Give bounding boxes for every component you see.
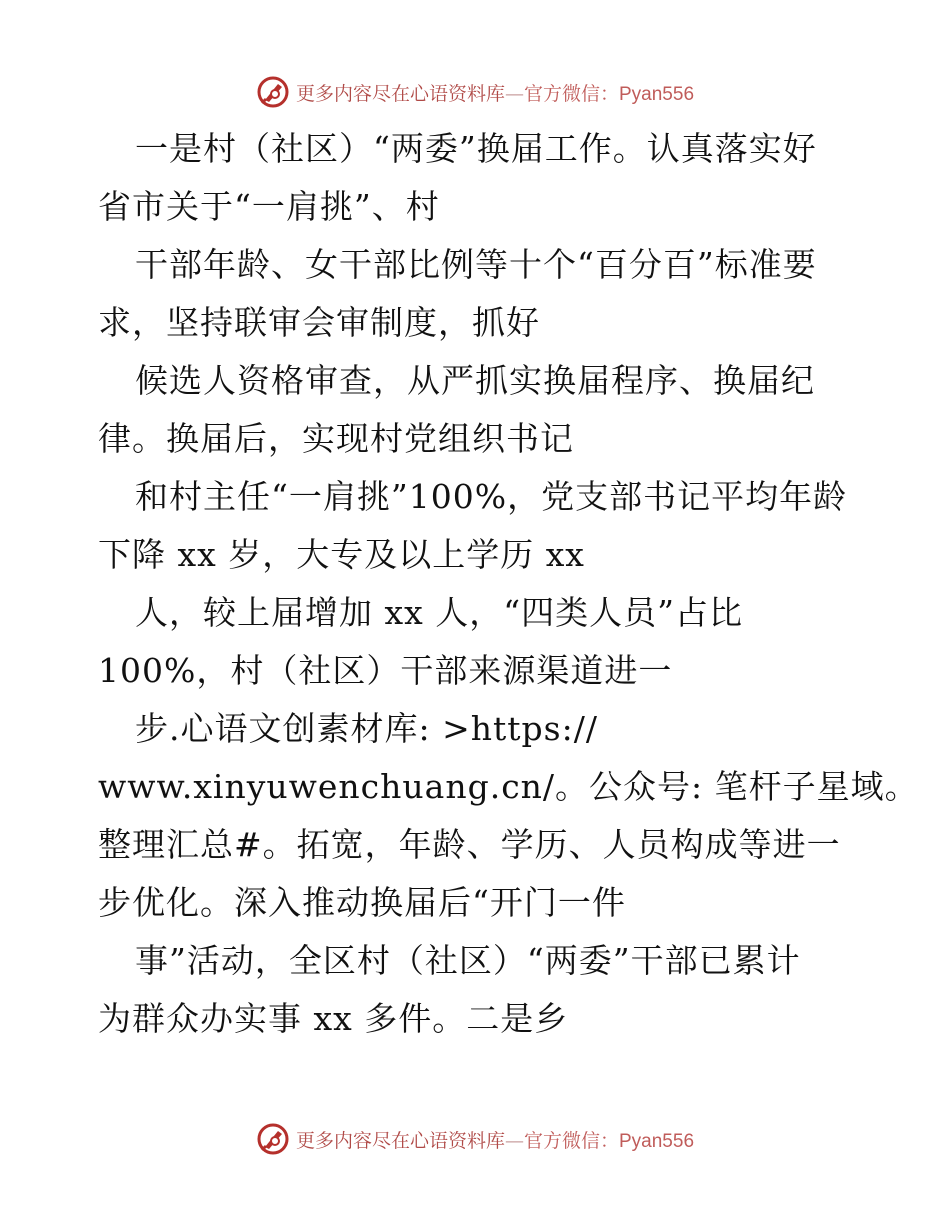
body-line: 求，坚持联审会审制度，抓好 — [98, 303, 540, 342]
footer-banner-text — [296, 1126, 694, 1153]
body-line: 下降 xx 岁，大专及以上学历 xx — [98, 535, 585, 574]
footer-banner-inner — [256, 1122, 694, 1156]
body-line: 一是村（社区）“两委”换届工作。认真落实好 — [135, 129, 817, 168]
body-line: www.xinyuwenchuang.cn/。公众号: 笔杆子星域。 — [98, 767, 919, 806]
body-line: 候选人资格审查，从严抓实换届程序、换届纪 — [135, 361, 815, 400]
body-line: 步.心语文创素材库: >https:// — [135, 709, 598, 748]
header-banner-inner — [256, 75, 694, 109]
pen-logo-icon — [256, 75, 290, 109]
header-banner-dash: — — [505, 82, 524, 105]
header-banner-title: 更多内容尽在心语资料库 — [295, 82, 505, 105]
body-line: 律。换届后，实现村党组织书记 — [98, 419, 574, 458]
body-line: 人，较上届增加 xx 人，“四类人员”占比 — [135, 593, 743, 632]
body-line: 事”活动，全区村（社区）“两委”干部已累计 — [135, 941, 801, 980]
header-wechat-text: 官方微信：Pyan556 — [524, 83, 695, 105]
body-line: 步优化。深入推动换届后“开门一件 — [98, 883, 626, 922]
body-line: 整理汇总#。拓宽，年龄、学历、人员构成等进一 — [98, 825, 841, 864]
footer-banner — [0, 1119, 950, 1159]
body-line: 为群众办实事 xx 多件。二是乡 — [98, 999, 569, 1038]
body-line: 干部年龄、女干部比例等十个“百分百”标准要 — [135, 245, 817, 284]
body-line: 省市关于“一肩挑”、村 — [98, 187, 440, 226]
footer-banner-dash: — — [505, 1129, 524, 1152]
document-body — [98, 120, 919, 1048]
footer-wechat-text: 官方微信：Pyan556 — [524, 1130, 695, 1152]
header-banner-text — [296, 79, 694, 106]
body-line: 和村主任“一肩挑”100%，党支部书记平均年龄 — [135, 477, 848, 516]
footer-banner-title: 更多内容尽在心语资料库 — [295, 1129, 505, 1152]
body-line: 100%，村（社区）干部来源渠道进一 — [98, 651, 673, 690]
pen-logo-icon — [256, 1122, 290, 1156]
header-banner — [0, 72, 950, 112]
